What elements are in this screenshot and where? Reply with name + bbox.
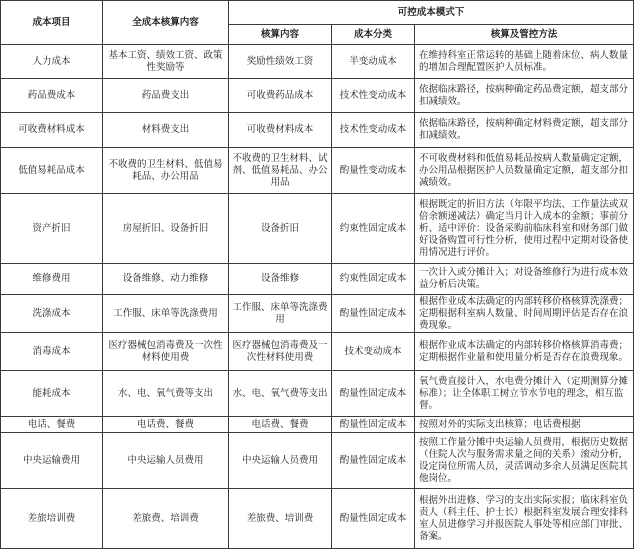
table-row xyxy=(1,45,634,79)
table-row xyxy=(1,79,634,113)
cell-category: 技术变动成本 xyxy=(332,333,415,371)
cell-category: 酌量性固定成本 xyxy=(332,371,415,417)
cell-full: 工作服、床单等洗涤费用 xyxy=(103,295,229,333)
table-row xyxy=(1,371,634,417)
cell-category: 技术性变动成本 xyxy=(332,113,415,148)
cell-item: 消毒成本 xyxy=(1,333,103,371)
cell-category: 约束性固定成本 xyxy=(332,194,415,264)
cell-method: 根据作业成本法确定的内部转移价格核算洗涤费；定期根据科室病人数量、时间周期评估是否存在浪费现象。 xyxy=(415,295,634,333)
table-row xyxy=(1,433,634,489)
cell-item: 维修费用 xyxy=(1,264,103,295)
cell-category: 半变动成本 xyxy=(332,45,415,79)
cell-content: 设备维修 xyxy=(229,264,332,295)
cell-full: 医疗器械包消毒费及一次性材料使用费 xyxy=(103,333,229,371)
cell-category: 技术性变动成本 xyxy=(332,79,415,113)
header-method: 核算及管控方法 xyxy=(415,25,634,45)
cell-full: 电话费、餐费 xyxy=(103,417,229,433)
table-row xyxy=(1,417,634,433)
cell-full: 不收费的卫生材料、低值易耗品、办公用品 xyxy=(103,148,229,194)
table-row xyxy=(1,113,634,148)
cell-content: 差旅费、培训费 xyxy=(229,489,332,549)
cell-content: 中央运输人员费用 xyxy=(229,433,332,489)
header-full-cost: 全成本核算内容 xyxy=(103,1,229,45)
header-item: 成本项目 xyxy=(1,1,103,45)
cell-item: 中央运输费用 xyxy=(1,433,103,489)
header-accounting-content: 核算内容 xyxy=(229,25,332,45)
cell-item: 低值易耗品成本 xyxy=(1,148,103,194)
table-row xyxy=(1,148,634,194)
cell-method: 在维持科室正常运转的基础上随着床位、病人数量的增加合理配置医护人员标准。 xyxy=(415,45,634,79)
cell-method: 一次计入或分摊计入；对设备维修行为进行成本效益分析后决策。 xyxy=(415,264,634,295)
cell-full: 中央运输人员费用 xyxy=(103,433,229,489)
cell-full: 药品费支出 xyxy=(103,79,229,113)
cell-category: 约束性固定成本 xyxy=(332,264,415,295)
cell-content: 医疗器械包消毒费及一次性材料使用费 xyxy=(229,333,332,371)
cell-full: 基本工资、绩效工资、政策性奖励等 xyxy=(103,45,229,79)
cell-category: 酌量性固定成本 xyxy=(332,489,415,549)
cell-item: 电话、餐费 xyxy=(1,417,103,433)
cell-content: 设备折旧 xyxy=(229,194,332,264)
cell-method: 不可收费材料和低值易耗品按病人数量确定定额，办公用品根据医护人员数量确定定额，超支部分扣减绩效。 xyxy=(415,148,634,194)
cell-method: 依据临床路径，按病种确定材料费定额，超支部分扣减绩效。 xyxy=(415,113,634,148)
cell-full: 水、电、氧气费等支出 xyxy=(103,371,229,417)
table-row xyxy=(1,489,634,549)
cell-content: 电话费、餐费 xyxy=(229,417,332,433)
header-controllable-group: 可控成本模式下 xyxy=(229,1,634,25)
cell-item: 洗涤成本 xyxy=(1,295,103,333)
table-row xyxy=(1,333,634,371)
table-row xyxy=(1,264,634,295)
cell-full: 设备维修、动力维修 xyxy=(103,264,229,295)
header-cost-category: 成本分类 xyxy=(332,25,415,45)
cell-item: 人力成本 xyxy=(1,45,103,79)
cell-content: 水、电、氧气费等支出 xyxy=(229,371,332,417)
cell-content: 不收费的卫生材料、试剂、低值易耗品、办公用品 xyxy=(229,148,332,194)
table-row xyxy=(1,194,634,264)
cell-full: 差旅费、培训费 xyxy=(103,489,229,549)
cell-method: 氧气费直接计入，水电费分摊计入（定期测算分摊标准）；让全体职工树立节水节电的理念，相互监督。 xyxy=(415,371,634,417)
cell-content: 可收费药品成本 xyxy=(229,79,332,113)
cell-item: 药品费成本 xyxy=(1,79,103,113)
cell-item: 可收费材料成本 xyxy=(1,113,103,148)
cell-item: 资产折旧 xyxy=(1,194,103,264)
cell-item: 差旅培训费 xyxy=(1,489,103,549)
table-row xyxy=(1,295,634,333)
cell-content: 可收费材料成本 xyxy=(229,113,332,148)
cell-full: 房屋折旧、设备折旧 xyxy=(103,194,229,264)
cell-content: 奖励性绩效工资 xyxy=(229,45,332,79)
cell-method: 按照对外的实际支出核算；电话费根据 xyxy=(415,417,634,433)
cell-full: 材料费支出 xyxy=(103,113,229,148)
cell-method: 根据外出进修、学习的支出实际实报；临床科室负责人（科主任、护士长）根据科室发展合理安排科室人员进修学习并报医院人事处等相应部门审批、备案。 xyxy=(415,489,634,549)
cell-method: 依据临床路径，按病种确定药品费定额，超支部分扣减绩效。 xyxy=(415,79,634,113)
cell-category: 酌量性变动成本 xyxy=(332,148,415,194)
cell-method: 根据作业成本法确定的内部转移价格核算消毒费；定期根据作业量和使用量分析是否存在浪费现象。 xyxy=(415,333,634,371)
cell-content: 工作服、床单等洗涤费用 xyxy=(229,295,332,333)
cell-method: 按照工作量分摊中央运输人员费用，根据历史数据（住院人次与服务需求量之间的关系）滚动分析，设定岗位所需人员，灵活调动多余人员满足医院其他岗位。 xyxy=(415,433,634,489)
cell-method: 根据既定的折旧方法（年限平均法、工作量法或双倍余额递减法）确定当月计入成本的金额；事前分析、适中评价：设备采购前临床科室和财务部门做好设备购置可行性分析，使用过程中定期对设备使用情况进行评价。 xyxy=(415,194,634,264)
cell-item: 能耗成本 xyxy=(1,371,103,417)
cell-category: 酌量性固定成本 xyxy=(332,433,415,489)
cell-category: 酌量性固定成本 xyxy=(332,417,415,433)
cell-category: 酌量性固定成本 xyxy=(332,295,415,333)
